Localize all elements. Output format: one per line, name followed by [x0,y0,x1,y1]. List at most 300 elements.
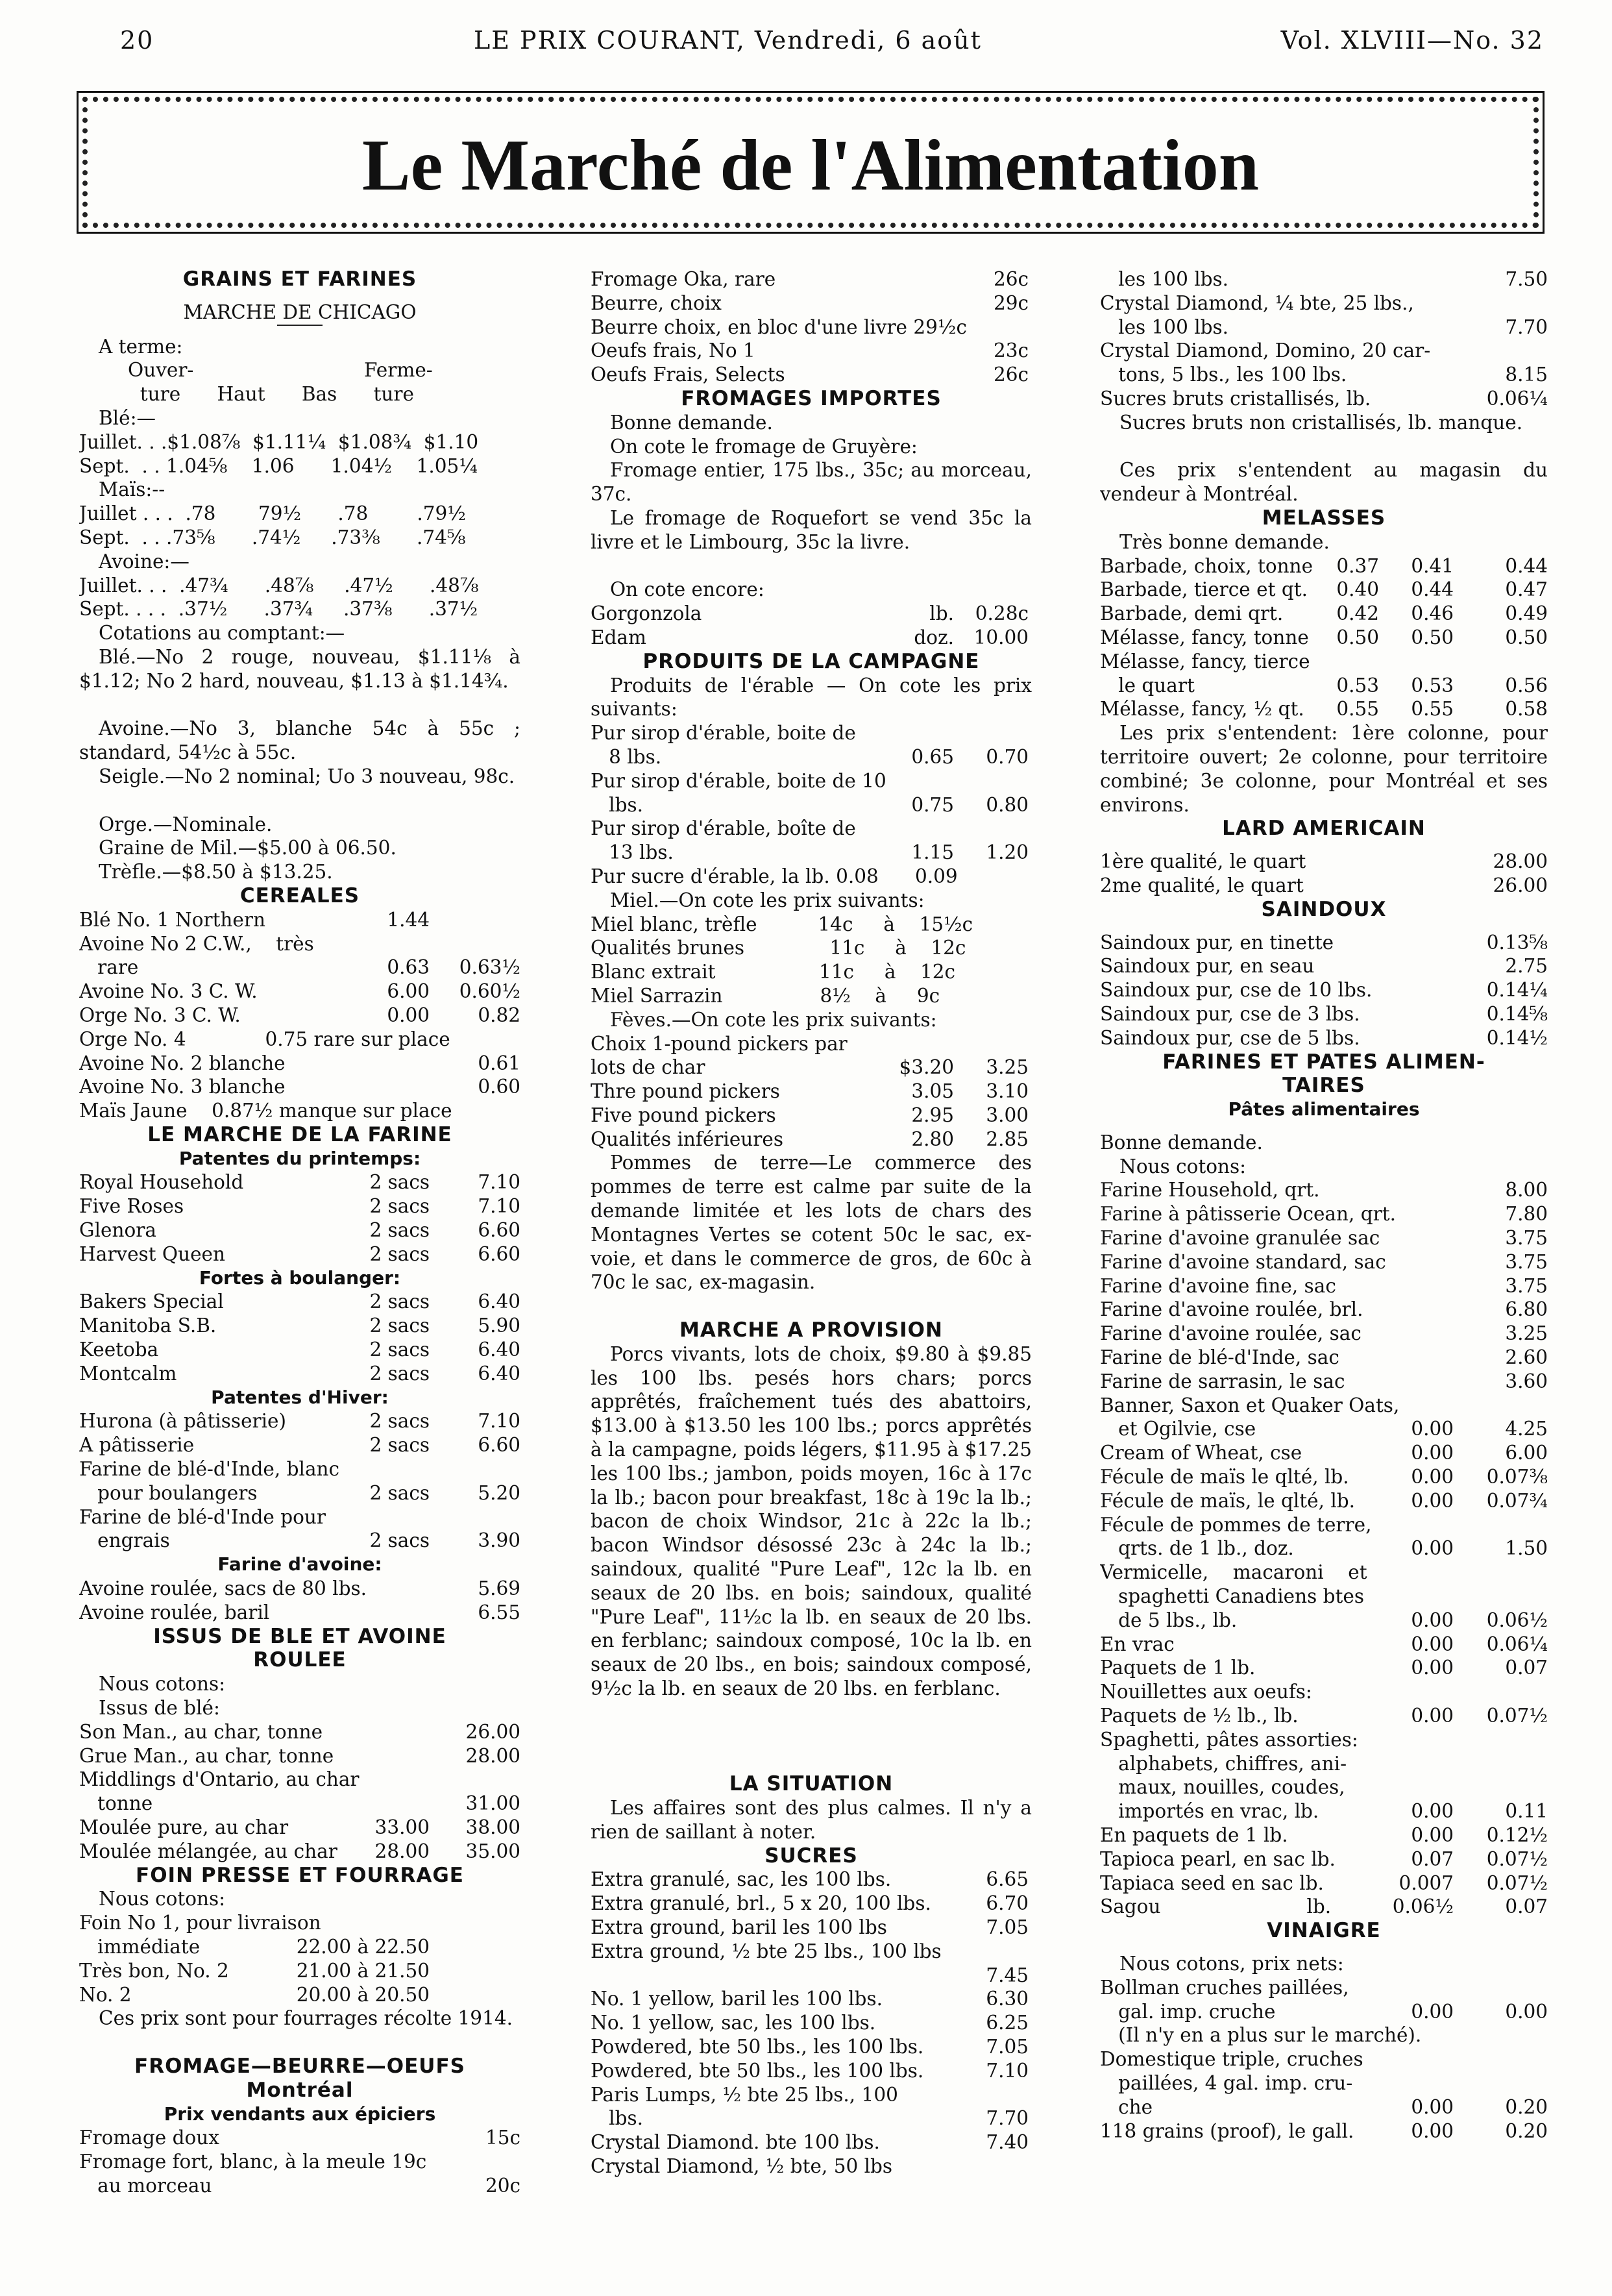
text-line [591,578,1032,602]
price-value: 0.06½ [1486,1609,1548,1631]
line-text: Five Roses [79,1195,184,1218]
text-line [79,1768,520,1792]
price-value: $3.20 [899,1056,954,1079]
line-text: Domestique triple, cruches [1100,2048,1363,2071]
price-row [79,1601,520,1625]
price-value: 38.00 [465,1816,520,1838]
spacer [79,291,520,301]
text-line [79,358,520,382]
price-row [1100,697,1548,721]
line-text: Sept. . . .73⅝ .74½ .73⅜ .74⅝ [79,526,466,549]
text-line [79,621,520,645]
price-value: 7.70 [986,2107,1029,2130]
price-value: 2.85 [986,1128,1029,1150]
price-value: 15c [485,2127,520,2149]
line-text: Extra ground, ½ bte 25 lbs., 100 lbs [591,1940,942,1962]
line-text: MARCHE A PROVISION [679,1318,943,1342]
price-row [79,908,520,932]
line-text: Maïs Jaune 0.87½ manque sur place [79,1100,452,1122]
price-value: 2 sacs [369,1195,430,1218]
line-text: A pâtisserie [79,1434,195,1457]
line-text: Saindoux pur, en tinette [1100,931,1334,954]
line-text: LARD AMERICAIN [1222,817,1426,841]
line-text: tons, 5 lbs., les 100 lbs. [1100,364,1347,386]
text-line [79,1505,520,1529]
line-text: Blé.—No 2 rouge, nouveau, $1.11⅛ à $1.12; No 2 hard, nouveau, $1.13 à $1.14¾. [79,645,520,692]
price-value: 3.60 [1505,1370,1548,1392]
price-value: 33.00 [374,1816,430,1838]
line-text: alphabets, chiffres, ani- [1100,1752,1347,1775]
market-heading [79,301,520,326]
line-text: VINAIGRE [1267,1919,1381,1943]
price-value: 6.60 [478,1219,520,1242]
text-line [79,478,520,502]
text-line [79,454,520,478]
line-text: Bollman cruches paillées, [1100,1976,1349,1999]
line-text: Seigle.—No 2 nominal; Uo 3 nouveau, 98c. [99,765,515,787]
text-line [1100,1513,1548,1537]
price-value: 8.15 [1505,364,1548,386]
price-value: 20c [485,2174,520,2197]
price-row [1100,1441,1548,1465]
line-text: 1ère qualité, le quart [1100,850,1306,873]
text-line [1100,2023,1548,2047]
price-value: doz. [914,626,954,648]
price-row [1100,1322,1548,1346]
text-line [79,932,520,956]
section-heading [1100,898,1548,922]
line-text: Juillet. . . .47¾ .48⅞ .47½ .48⅞ [79,574,479,597]
line-text: Avoine No. 3 blanche [79,1076,286,1098]
text-line [79,597,520,621]
line-text: Middlings d'Ontario, au char [79,1768,360,1791]
price-value: 28.00 [374,1840,430,1862]
text-line [1100,291,1548,315]
text-line [1100,530,1548,554]
line-text: Paquets de 1 lb. [1100,1657,1256,1679]
price-row [591,1987,1032,2011]
price-value: 6.30 [986,1988,1029,2010]
line-text: Prix vendants aux épiciers [164,2103,436,2125]
price-value: 6.40 [478,1362,520,1385]
column-1 [79,267,520,2198]
line-text: spaghetti Canadiens btes [1100,1585,1364,1608]
price-value: 0.00 [1411,1800,1454,1823]
line-text: Saindoux pur, cse de 3 lbs. [1100,1002,1360,1025]
line-text: Issus de blé: [99,1697,220,1720]
line-text: On cote encore: [610,578,764,601]
spacer [79,326,520,335]
paragraph [79,717,520,765]
price-value: 0.00 [1411,1489,1454,1512]
line-text: de 5 lbs., lb. [1100,1609,1238,1631]
price-value: 31.00 [465,1792,520,1815]
price-row [591,291,1032,315]
price-row [1100,2095,1548,2119]
price-value: 0.11 [1505,1800,1548,1823]
text-line [1100,1394,1548,1418]
price-value: 0.07⅜ [1486,1466,1548,1488]
price-value: 7.10 [986,2059,1029,2082]
price-value: 1.44 [387,908,430,931]
line-text: Farine de blé-d'Inde pour [79,1505,326,1528]
line-text: 2me qualité, le quart [1100,874,1304,896]
line-text: les 100 lbs. [1100,268,1229,290]
text-line [591,889,1032,913]
text-line [591,960,1032,984]
price-value: 0.63½ [459,956,520,979]
price-value: 0.07 [1505,1895,1548,1918]
line-text: Trèfle.—$8.50 à $13.25. [99,861,333,883]
text-line [79,836,520,860]
line-text: Farine d'avoine fine, sac [1100,1274,1336,1297]
price-row [591,1892,1032,1916]
price-value: 7.10 [478,1410,520,1433]
line-text: gal. imp. cruche [1100,2000,1276,2023]
line-text: Nous cotons: [99,1888,226,1910]
line-text: ROULEE [253,1648,347,1672]
price-row [591,793,1032,817]
text-line [79,430,520,454]
price-value: 8.00 [1505,1179,1548,1202]
line-text: Montcalm [79,1362,177,1385]
section-heading [591,1318,1032,1342]
price-row [1100,626,1548,650]
price-row [1100,1250,1548,1274]
line-text: Fécule de pommes de terre, [1100,1513,1372,1536]
line-text: Tapiaca seed en sac lb. [1100,1871,1324,1894]
line-text: Produits de l'érable — On cote les prix suivants: [591,674,1032,721]
price-value: 0.61 [478,1052,520,1074]
column-2 [591,267,1032,2179]
text-line [1100,2071,1548,2095]
price-row [1100,1465,1548,1489]
text-line [79,382,520,406]
price-value: 7.45 [986,1964,1029,1986]
price-value: 0.44 [1505,554,1548,577]
price-value: 0.00 [1411,1442,1454,1464]
line-text: Juillet . . . .78 79½ .78 .79½ [79,502,466,525]
price-value: 3.10 [986,1080,1029,1103]
sub-heading [79,1266,520,1290]
line-text: Crystal Diamond, Domino, 20 car- [1100,339,1431,362]
price-value: 0.60 [478,1076,520,1098]
price-value: 6.80 [1505,1298,1548,1321]
price-value: 0.06¼ [1486,387,1548,410]
price-value: 0.55 [1411,698,1454,721]
price-row [591,841,1032,865]
price-value: 6.00 [387,980,430,1003]
price-row [79,1481,520,1505]
line-text: MARCHE DE CHICAGO [183,301,417,323]
line-text: tonne [79,1792,153,1815]
line-text: pour boulangers [79,1481,258,1504]
price-value: 0.46 [1411,602,1454,625]
price-row [79,1792,520,1816]
section-heading [1100,817,1548,841]
line-text: SAINDOUX [1261,897,1387,921]
price-value: 0.40 [1336,578,1379,601]
line-text: Le fromage de Roquefort se vend 35c la livre et le Limbourg, 35c la livre. [591,506,1032,553]
line-text: Paris Lumps, ½ bte 25 lbs., 100 [591,2083,898,2106]
line-text: les 100 lbs. [1100,315,1229,338]
line-text: Edam [591,626,646,648]
line-text: Bonne demande. [1100,1131,1263,1154]
line-text: Sucres bruts non cristallisés, lb. manque. [1119,411,1523,434]
price-value: 0.55 [1336,698,1379,721]
line-text: Nous cotons: [1119,1155,1247,1178]
line-text: Farine de blé-d'Inde, blanc [79,1458,340,1481]
price-row [79,956,520,980]
price-value: 35.00 [465,1840,520,1862]
price-value: 2 sacs [369,1362,430,1385]
line-text: Fortes à boulanger: [199,1266,401,1289]
price-value: 7.05 [986,2036,1029,2058]
line-text: Orge.—Nominale. [99,813,273,835]
price-value: 0.00 [1505,2000,1548,2023]
text-line [79,335,520,359]
price-value: 6.65 [986,1868,1029,1891]
paragraph [591,458,1032,506]
section-title: Le Marché de l'Alimentation [361,125,1260,206]
paragraph [591,1342,1032,1772]
price-value: 0.07¾ [1486,1489,1548,1512]
price-row [591,1868,1032,1892]
line-text: TAIRES [1282,1074,1365,1098]
line-text: Spaghetti, pâtes assorties: [1100,1728,1358,1751]
price-value: 0.13⅝ [1486,931,1548,954]
price-value: 0.06¼ [1486,1633,1548,1655]
sub-heading [1100,1098,1548,1122]
line-text: lbs. [591,793,643,816]
line-text: Mélasse, fancy, ½ qt. [1100,698,1304,721]
price-value: 2.75 [1505,955,1548,978]
price-value: 0.20 [1505,2119,1548,2142]
price-row [591,1080,1032,1104]
paragraph [1100,721,1548,817]
line-text: Montréal [246,2078,354,2102]
text-line [591,913,1032,937]
price-row [1100,978,1548,1002]
line-text: Harvest Queen [79,1242,226,1265]
price-value: 0.14¼ [1486,979,1548,1002]
text-line [591,1008,1032,1032]
price-value: 0.70 [986,745,1029,768]
line-text: Fromage Oka, rare [591,268,776,290]
price-value: 26.00 [1493,874,1548,896]
text-line [79,1696,520,1720]
price-row [1100,267,1548,291]
price-value: 7.70 [1505,315,1548,338]
line-text: Powdered, bte 50 lbs., les 100 lbs. [591,2059,924,2082]
price-value: 2 sacs [369,1481,430,1504]
price-value: 0.007 [1398,1871,1454,1894]
price-row [79,1529,520,1553]
line-text: A terme: [99,335,183,358]
price-row [79,1935,520,1959]
spacer [1100,841,1548,850]
price-row [591,1128,1032,1152]
price-value: 0.00 [1411,1633,1454,1655]
section-heading [79,1648,520,1672]
line-text: Extra granulé, brl., 5 x 20, 100 lbs. [591,1892,931,1915]
price-value: 0.14½ [1486,1026,1548,1049]
line-text: lbs. [591,2107,643,2130]
price-value: 0.00 [1411,1705,1454,1727]
line-text: Blanc extrait 11c à 12c [591,961,956,983]
price-value: 0.75 [911,793,954,816]
line-text: Miel Sarrazin 8½ à 9c [591,984,940,1007]
line-text: Sucres bruts cristallisés, lb. [1100,387,1371,410]
price-value: 0.00 [1411,1824,1454,1846]
line-text: Avoine:— [99,550,189,573]
price-value: 0.06½ [1392,1895,1454,1918]
line-text: Crystal Diamond. bte 100 lbs. [591,2131,880,2154]
line-text: Pur sucre d'érable, la lb. 0.08 0.09 [591,865,958,887]
price-value: 7.40 [986,2131,1029,2154]
line-text: Barbade, choix, tonne [1100,554,1313,577]
price-row [591,602,1032,626]
price-row [79,2126,520,2150]
price-row [1100,387,1548,411]
price-value: 7.80 [1505,1203,1548,1226]
price-row [1100,602,1548,626]
price-value: 0.82 [478,1004,520,1026]
text-line [79,1028,520,1052]
price-row [1100,954,1548,978]
text-line [591,2154,1032,2179]
text-line [591,411,1032,435]
line-text: Son Man., au char, tonne [79,1720,323,1743]
line-text: En vrac [1100,1633,1175,1655]
section-heading [1100,1919,1548,1943]
line-text: Graine de Mil.—$5.00 à 06.50. [99,837,397,859]
price-row [79,980,520,1004]
sub-heading [79,1147,520,1171]
line-text: Les affaires sont des plus calmes. Il n'y a rien de saillant à noter. [591,1797,1032,1843]
section-heading [79,1864,520,1888]
text-line [1100,1680,1548,1704]
section-heading [79,267,520,291]
paragraph [591,506,1032,578]
line-text: Foin No 1, pour livraison [79,1912,321,1934]
line-text: Avoine No 2 C.W., très [79,932,314,955]
line-text: Nous cotons: [99,1673,226,1696]
text-line [79,1887,520,1911]
line-text: Manitoba S.B. [79,1315,217,1337]
line-text: (Il n'y en a plus sur le marché). [1100,2024,1422,2047]
line-text: Gorgonzola [591,602,702,625]
price-value: 6.00 [1505,1442,1548,1464]
text-line [79,406,520,430]
price-row [1100,1656,1548,1680]
line-text: Les prix s'entendent: 1ère colonne, pour territoire ouvert; 2e colonne, pour territoire combiné; 3e colonne, pour Montréal et ses environs. [1100,722,1548,816]
line-text: Pâtes alimentaires [1228,1098,1420,1120]
spacer [1100,1943,1548,1952]
line-text: Avoine roulée, baril [79,1601,270,1623]
line-text: No. 1 yellow, baril les 100 lbs. [591,1988,883,2010]
price-value: 2 sacs [369,1315,430,1337]
line-text: 13 lbs. [591,841,674,864]
line-text: Porcs vivants, lots de choix, $9.80 à $9.85 les 100 lbs. pesés hors chars; porcs apprêtés, fraîchement tués des abattoirs, $13.00 à $13.50 les 100 lbs.; porcs apprêtés à la campagne, poids légers, $11.95 à $17.25 les 100 lbs.; jambon, poids moyen, 16c à 17c la lb.; bacon pour breakfast, 18c à 19c la lb.; bacon de choix Windsor, 21c à 22c la lb.; bacon Windsor désossé 23c à 24c la lb.; saindoux, qualité "Pure Leaf", 12c la lb. en seaux de 20 lbs. en bois; saindoux, qualité "Pure Leaf", 11½c la lb. en seaux de 20 lbs. en ferblanc; saindoux composé, 10c la lb. en seaux de 20 lbs., en bois; saindoux composé, 9½c la lb. en seaux de 20 lbs. en ferblanc. [591,1342,1032,1700]
text-line [79,526,520,550]
price-value: 0.00 [1411,2095,1454,2118]
line-text: Saindoux pur, cse de 10 lbs. [1100,979,1373,1002]
price-value: 0.80 [986,793,1029,816]
section-heading [591,650,1032,674]
price-value: 0.50 [1505,626,1548,648]
section-heading [1100,1074,1548,1098]
price-value: 1.20 [986,841,1029,864]
price-value: 6.40 [478,1290,520,1313]
text-line [1100,2047,1548,2071]
line-text: Pur sirop d'érable, boîte de [591,817,856,840]
price-value: 0.00 [387,1004,430,1026]
line-text: Barbade, tierce et qt. [1100,578,1308,601]
price-value: 3.75 [1505,1227,1548,1250]
text-line [591,1940,1032,1964]
line-text: Maïs:-- [99,478,165,501]
price-value: 26c [993,268,1029,290]
price-row [1100,1370,1548,1394]
text-line [1100,1752,1548,1776]
price-value: 6.55 [478,1601,520,1623]
price-row [1100,1026,1548,1050]
price-row [1100,1799,1548,1823]
line-text: Fèves.—On cote les prix suivants: [610,1008,937,1031]
line-text: Beurre choix, en bloc d'une livre 29½c [591,315,968,338]
line-text: Miel.—On cote les prix suivants: [610,889,925,911]
line-text: Cotations au comptant:— [99,622,345,645]
line-text: Powdered, bte 50 lbs., les 100 lbs. [591,2036,924,2058]
price-row [79,1338,520,1362]
line-text: Extra granulé, sac, les 100 lbs. [591,1868,892,1891]
line-text: Miel blanc, trèfle 14c à 15½c [591,913,973,935]
price-row [1100,1226,1548,1250]
line-text: PRODUITS DE LA CAMPAGNE [642,649,980,673]
line-text: Fromage doux [79,2127,219,2149]
price-row [1100,1202,1548,1226]
line-text: Ouver- Ferme- [79,359,433,382]
price-value: 2 sacs [369,1242,430,1265]
line-text: Pommes de terre—Le commerce des pommes de terre est calme par suite de la demande limitée et les lots de chars des Montagnes Vertes se cotent 50c le sac, ex-voie, et dans le commerce de gros, de 60c à 70c le sac, ex-magasin. [591,1152,1032,1294]
line-text: Fromage fort, blanc, à la meule 19c [79,2151,427,2173]
price-row [79,1409,520,1433]
line-text: Vermicelle, macaroni et [1100,1561,1367,1584]
line-text: Ces prix s'entendent au magasin du vendeur à Montréal. [1100,459,1548,506]
price-value: 0.60½ [459,980,520,1003]
text-line [591,936,1032,960]
line-text: Cream of Wheat, cse [1100,1442,1302,1464]
line-text: Oeufs Frais, Selects [591,364,785,386]
text-line [79,574,520,598]
section-heading [79,884,520,908]
line-text: SUCRES [764,1844,858,1868]
text-line [1100,1561,1548,1585]
text-line [79,860,520,884]
price-row [79,1075,520,1099]
price-row [1100,1847,1548,1871]
price-row [1100,1489,1548,1513]
price-row [591,267,1032,291]
price-value: 20.00 à 20.50 [296,1983,430,2006]
line-text: Crystal Diamond, ¼ bte, 25 lbs., [1100,291,1414,314]
line-text: LA SITUATION [729,1772,894,1796]
line-text: Barbade, demi qrt. [1100,602,1284,625]
spacer [1100,1122,1548,1131]
line-text: Juillet. . .$1.08⅞ $1.11¼ $1.08¾ $1.10 [79,430,479,453]
price-row [591,2130,1032,2154]
